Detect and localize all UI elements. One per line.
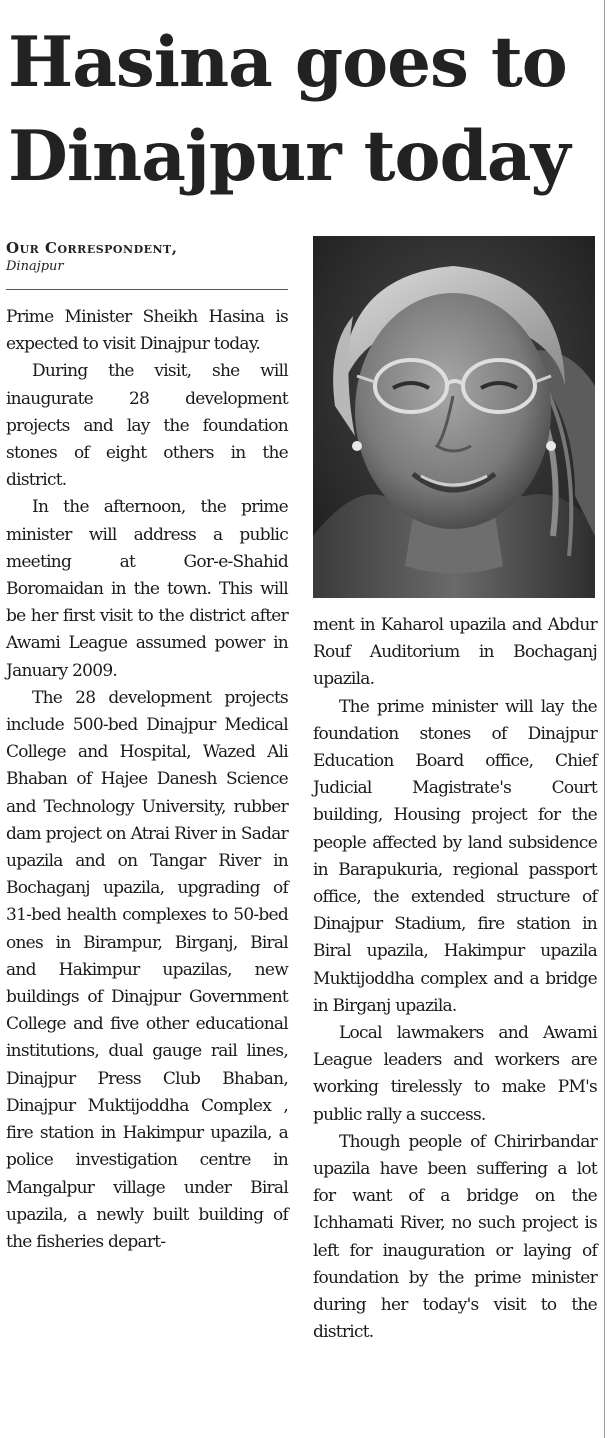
- byline-place: Dinajpur: [6, 259, 64, 274]
- paragraph-1: Prime Minister Sheikh Hasina is expected to visit Dinajpur today.: [6, 307, 288, 355]
- byline-divider: [6, 289, 288, 290]
- article-column-right: [313, 612, 597, 1346]
- paragraph-5: The prime minister will lay the foundation stones of Dinajpur Education Board office, Chief Judicial Magistrate's Court building, Housing project for the people affected by land subsidence in Barapukuria, regional passport office, the extended structure of Dinajpur Stadium, fire station in Biral upazila, Hakimpur upazila Muktijoddha complex and a bridge in Birganj upazila.: [313, 696, 597, 1016]
- paragraph-4: The 28 development projects include 500-bed Dinajpur Medical College and Hospital, Wazed Ali Bhaban of Hajee Danesh Science and Technology University, rubber dam project on Atrai River in Sadar upazila and on Tangar River in Bochaganj upazila, upgrading of 31-bed health complexes to 50-bed ones in Birampur, Birganj, Biral and Hakimpur upazilas, new buildings of Dinajpur Government College and five other educational institutions, dual gauge rail lines, Dinajpur Press Club Bhaban, Dinajpur Muktijoddha Complex , fire station in Hakimpur upazila, a police investigation centre in Mangalpur village under Biral upazila, a newly built building of the fisheries depart-: [6, 687, 288, 1252]
- paragraph-3: In the afternoon, the prime minister will address a public meeting at Gor-e-Shahid Boromaidan in the town. This will be her first visit to the district after Awami League assumed power in January 2009.: [6, 497, 288, 681]
- paragraph-6: Local lawmakers and Awami League leaders and workers are working tirelessly to make PM's public rally a success.: [313, 1023, 597, 1125]
- headline-line-2: Dinajpur today: [8, 116, 570, 197]
- paragraph-4-continued: ment in Kaharol upazila and Abdur Rouf Auditorium in Bochaganj upazila.: [313, 615, 597, 690]
- column-divider: [604, 0, 605, 1438]
- portrait-photo: [313, 236, 595, 598]
- byline-name: Our Correspondent,: [6, 239, 178, 257]
- portrait-photo-icon: [313, 236, 595, 598]
- article-column-left: [6, 304, 288, 1256]
- byline: [6, 238, 288, 276]
- paragraph-7: Though people of Chirirbandar upazila have been suffering a lot for want of a bridge on the Ichhamati River, no such project is left for inauguration or laying of foundation by the prime minister during her today's visit to the district.: [313, 1131, 597, 1343]
- headline-line-1: Hasina goes to: [8, 22, 567, 103]
- headline: [8, 16, 604, 204]
- paragraph-2: During the visit, she will inaugurate 28 development projects and lay the foundation stones of eight others in the district.: [6, 361, 288, 491]
